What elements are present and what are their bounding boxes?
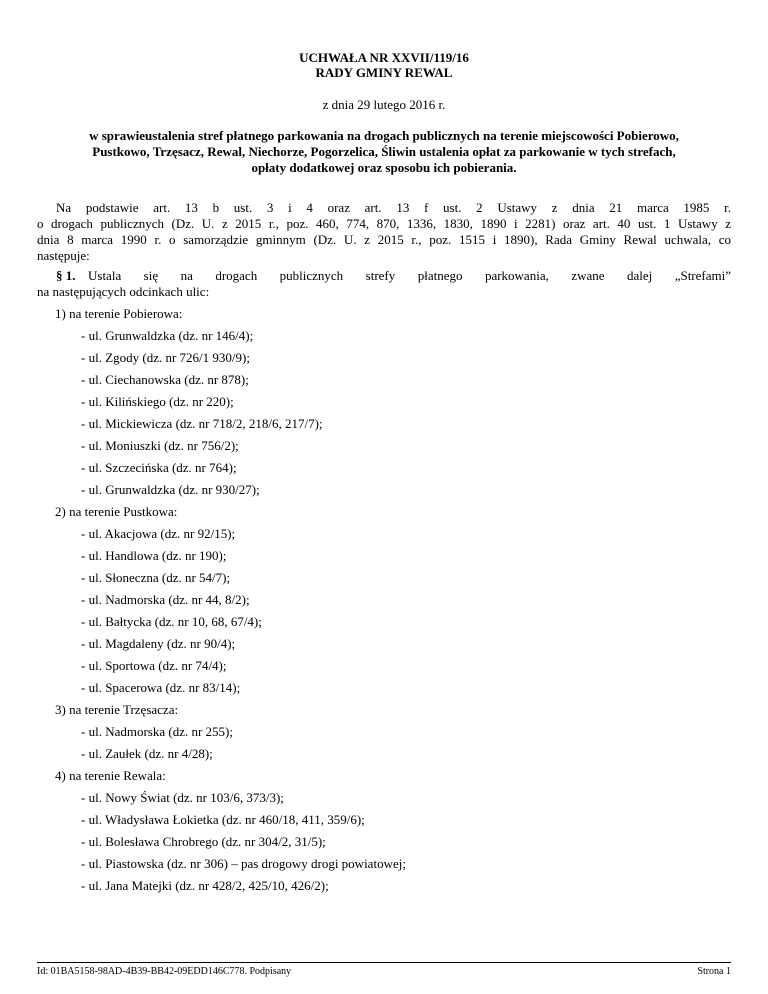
list-item: - ul. Sportowa (dz. nr 74/4); bbox=[81, 658, 227, 673]
list-item: - ul. Mickiewicza (dz. nr 718/2, 218/6, 217/7); bbox=[81, 416, 323, 431]
list-item: - ul. Bałtycka (dz. nr 10, 68, 67/4); bbox=[81, 614, 262, 629]
list-item: - ul. Spacerowa (dz. nr 83/14); bbox=[81, 680, 241, 695]
list-item: - ul. Akacjowa (dz. nr 92/15); bbox=[81, 526, 236, 541]
list-item: - ul. Nadmorska (dz. nr 44, 8/2); bbox=[81, 592, 250, 607]
document-date: z dnia 29 lutego 2016 r. bbox=[322, 97, 446, 112]
list-item: - ul. Jana Matejki (dz. nr 428/2, 425/10, 426/2); bbox=[81, 878, 329, 893]
preamble-line-4: następuje: bbox=[37, 248, 90, 263]
list-item: - ul. Kilińskiego (dz. nr 220); bbox=[81, 394, 234, 409]
list-item: - ul. Grunwaldzka (dz. nr 146/4); bbox=[81, 328, 254, 343]
list-item: - ul. Ciechanowska (dz. nr 878); bbox=[81, 372, 249, 387]
list-item: - ul. Handlowa (dz. nr 190); bbox=[81, 548, 227, 563]
group-heading-trzesacz: 3) na terenie Trzęsacza: bbox=[55, 702, 179, 717]
document-title: UCHWAŁA NR XXVII/119/16 bbox=[299, 50, 469, 65]
document-issuer: RADY GMINY REWAL bbox=[315, 65, 453, 80]
footer-divider bbox=[37, 962, 731, 963]
group-heading-pobierowo: 1) na terenie Pobierowa: bbox=[55, 306, 183, 321]
preamble-line-2: o drogach publicznych (Dz. U. z 2015 r., poz. 460, 774, 870, 1336, 1830, 1890 i 2281) oraz art. 40 ust. 1 Ustawy z bbox=[37, 216, 731, 231]
list-item: - ul. Bolesława Chrobrego (dz. nr 304/2, 31/5); bbox=[81, 834, 326, 849]
list-item: - ul. Słoneczna (dz. nr 54/7); bbox=[81, 570, 231, 585]
list-item: - ul. Piastowska (dz. nr 306) – pas drogowy drogi powiatowej; bbox=[81, 856, 406, 871]
document-subject-line-3: opłaty dodatkowej oraz sposobu ich pobierania. bbox=[251, 160, 517, 175]
list-item: - ul. Zaułek (dz. nr 4/28); bbox=[81, 746, 213, 761]
preamble-line-1: Na podstawie art. 13 b ust. 3 i 4 oraz art. 13 f ust. 2 Ustawy z dnia 21 marca 1985 r. bbox=[56, 200, 731, 215]
list-item: - ul. Grunwaldzka (dz. nr 930/27); bbox=[81, 482, 260, 497]
list-item: - ul. Nadmorska (dz. nr 255); bbox=[81, 724, 233, 739]
group-heading-rewal: 4) na terenie Rewala: bbox=[55, 768, 166, 783]
group-heading-pustkowo: 2) na terenie Pustkowa: bbox=[55, 504, 178, 519]
footer-page-number: Strona 1 bbox=[697, 966, 731, 977]
section-1-line-1: Ustala się na drogach publicznych strefy płatnego parkowania, zwane dalej „Strefami” bbox=[88, 268, 731, 283]
document-subject-line-1: w sprawieustalenia stref płatnego parkowania na drogach publicznych na terenie miejscowości Pobierowo, bbox=[89, 128, 679, 143]
list-item: - ul. Moniuszki (dz. nr 756/2); bbox=[81, 438, 239, 453]
list-item: - ul. Władysława Łokietka (dz. nr 460/18, 411, 359/6); bbox=[81, 812, 365, 827]
section-1-marker: § 1. bbox=[56, 268, 76, 283]
list-item: - ul. Nowy Świat (dz. nr 103/6, 373/3); bbox=[81, 790, 284, 805]
list-item: - ul. Magdaleny (dz. nr 90/4); bbox=[81, 636, 236, 651]
preamble-line-3: dnia 8 marca 1990 r. o samorządzie gminnym (Dz. U. z 2015 r., poz. 1515 i 1890), Rada Gminy Rewal uchwala, co bbox=[37, 232, 731, 247]
list-item: - ul. Zgody (dz. nr 726/1 930/9); bbox=[81, 350, 250, 365]
section-1-line-2: na następujących odcinkach ulic: bbox=[37, 284, 210, 299]
list-item: - ul. Szczecińska (dz. nr 764); bbox=[81, 460, 237, 475]
footer-document-id: Id: 01BA5158-98AD-4B39-BB42-09EDD146C778. Podpisany bbox=[37, 966, 292, 977]
document-subject-line-2: Pustkowo, Trzęsacz, Rewal, Niechorze, Pogorzelica, Śliwin ustalenia opłat za parkowanie w tych strefach, bbox=[92, 144, 676, 159]
